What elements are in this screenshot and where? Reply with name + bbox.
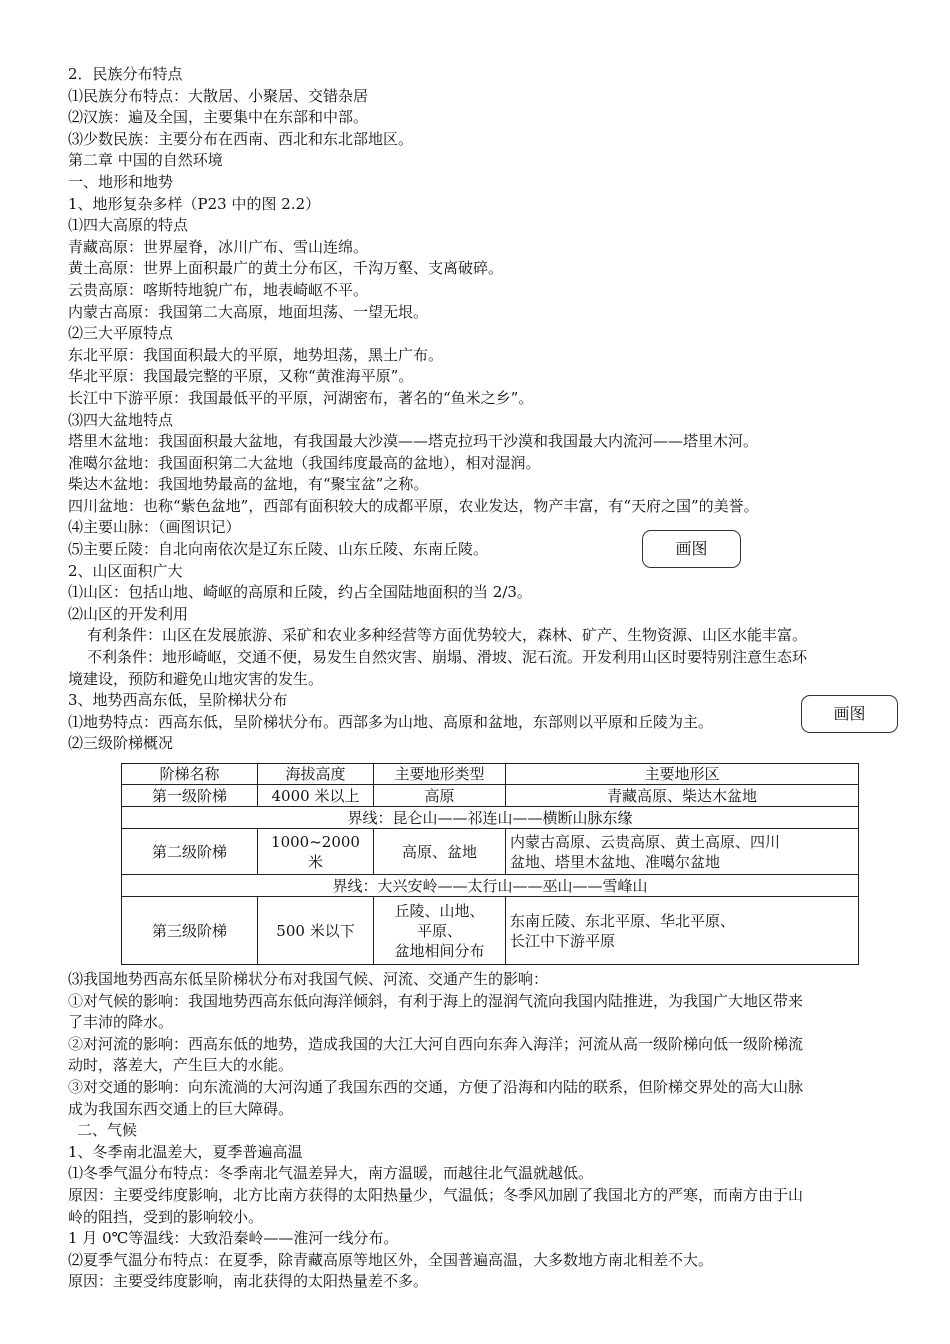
cell-line: 盆地相间分布 xyxy=(394,941,485,960)
text-line: ⑸主要丘陵：自北向南依次是辽东丘陵、山东丘陵、东南丘陵。 xyxy=(68,540,489,559)
table-cell: 1000~2000 米 xyxy=(258,829,374,875)
table-cell: 第二级阶梯 xyxy=(122,829,258,875)
cell-line: 长江中下游平原 xyxy=(510,931,616,950)
text-line: 长江中下游平原：我国最低平的平原，河湖密布，著名的“鱼米之乡”。 xyxy=(68,388,534,407)
table-cell: 高原 xyxy=(374,785,506,807)
cell-line: 东南丘陵、东北平原、华北平原、 xyxy=(510,911,736,930)
text-line: ⑴四大高原的特点 xyxy=(68,216,189,235)
section-heading: 一、地形和地势 xyxy=(68,172,174,191)
table-cell: 4000 米以上 xyxy=(258,785,374,807)
text-line: ⑴山区：包括山地、崎岖的高原和丘陵，约占全国陆地面积的当 2/3。 xyxy=(68,583,532,602)
draw-map-button[interactable]: 画图 xyxy=(642,530,741,568)
text-line: 1 月 0℃等温线：大致沿秦岭——淮河一线分布。 xyxy=(68,1229,399,1248)
table-cell: 高原、盆地 xyxy=(374,829,506,875)
text-line: 东北平原：我国面积最大的平原，地势坦荡，黑土广布。 xyxy=(68,345,444,364)
text-line: ⑶少数民族：主要分布在西南、西北和东北部地区。 xyxy=(68,129,414,148)
section-heading: 二、气候 xyxy=(77,1121,138,1140)
table-cell xyxy=(506,829,859,875)
table-header-cell: 阶梯名称 xyxy=(122,764,258,785)
cell-line: 丘陵、山地、 xyxy=(394,901,485,920)
text-line: ⑵汉族：遍及全国，主要集中在东部和中部。 xyxy=(68,108,369,127)
cell-line: 盆地、塔里木盆地、准噶尔盆地 xyxy=(510,852,721,871)
text-line: 动时，落差大，产生巨大的水能。 xyxy=(68,1056,294,1075)
text-line: ⑴冬季气温分布特点：冬季南北气温差异大，南方温暖，而越往北气温就越低。 xyxy=(68,1164,594,1183)
cell-line: 内蒙古高原、云贵高原、黄土高原、四川 xyxy=(510,832,781,851)
table-row xyxy=(122,785,859,807)
text-line: ③对交通的影响：向东流淌的大河沟通了我国东西的交通，方便了沿海和内陆的联系，但阶梯交界处的高大山脉 xyxy=(68,1077,804,1096)
table-cell: 第一级阶梯 xyxy=(122,785,258,807)
table-header-row xyxy=(122,764,859,785)
text-line: ⑶我国地势西高东低呈阶梯状分布对我国气候、河流、交通产生的影响： xyxy=(68,970,549,988)
table-cell: 第三级阶梯 xyxy=(122,897,258,965)
text-line: 1、地形复杂多样（P23 中的图 2.2） xyxy=(68,194,321,213)
table-cell: 青藏高原、柴达木盆地 xyxy=(506,785,859,807)
draw-map-button[interactable]: 画图 xyxy=(801,695,898,733)
text-line: ⑴民族分布特点：大散居、小聚居、交错杂居 xyxy=(68,86,369,105)
text-line: 了丰沛的降水。 xyxy=(68,1013,174,1032)
table-cell xyxy=(374,897,506,965)
table-cell: 界线：昆仑山——祁连山——横断山脉东缘 xyxy=(122,807,859,829)
table-row xyxy=(122,897,859,965)
text-line: 原因：主要受纬度影响，南北获得的太阳热量差不多。 xyxy=(68,1272,429,1291)
text-line: 不利条件：地形崎岖，交通不便，易发生自然灾害、崩塌、滑坡、泥石流。开发利用山区时要特别注意生态环 xyxy=(87,648,808,667)
text-line: 1、冬季南北温差大，夏季普遍高温 xyxy=(68,1142,303,1161)
text-line: 内蒙古高原：我国第二大高原，地面坦荡、一望无垠。 xyxy=(68,302,429,321)
text-line: 境建设，预防和避免山地灾害的发生。 xyxy=(68,669,324,688)
text-line: ⑵三大平原特点 xyxy=(68,324,174,343)
table-cell: 500 米以下 xyxy=(258,897,374,965)
text-line: 准噶尔盆地：我国面积第二大盆地（我国纬度最高的盆地），相对湿润。 xyxy=(68,453,541,472)
text-line: 3、地势西高东低，呈阶梯状分布 xyxy=(68,691,288,710)
text-line: 四川盆地：也称“紫色盆地”，西部有面积较大的成都平原，农业发达，物产丰富，有“天府之国”的美誉。 xyxy=(68,496,759,515)
table-header-cell: 主要地形类型 xyxy=(374,764,506,785)
text-line: 成为我国东西交通上的巨大障碍。 xyxy=(68,1099,294,1118)
text-line: 原因：主要受纬度影响，北方比南方获得的太阳热量少，气温低；冬季风加剧了我国北方的严寒，而南方由于山 xyxy=(68,1185,804,1204)
terrain-steps-table xyxy=(121,763,859,965)
text-line: ②对河流的影响：西高东低的地势，造成我国的大江大河自西向东奔入海洋；河流从高一级阶梯向低一级阶梯流 xyxy=(68,1034,804,1053)
document-body-continued xyxy=(68,969,886,1293)
text-line: ⑵三级阶梯概况 xyxy=(68,734,174,753)
table-cell: 界线：大兴安岭——太行山——巫山——雪峰山 xyxy=(122,875,859,897)
chapter-title: 第二章 中国的自然环境 xyxy=(68,151,223,170)
document-body xyxy=(68,64,886,755)
table-row xyxy=(122,829,859,875)
text-line: ⑵山区的开发利用 xyxy=(68,604,189,623)
text-line: 塔里木盆地：我国面积最大盆地，有我国最大沙漠——塔克拉玛干沙漠和我国最大内流河——塔里木河。 xyxy=(68,432,759,451)
cell-line: 平原、 xyxy=(416,921,462,940)
text-line: 云贵高原：喀斯特地貌广布，地表崎岖不平。 xyxy=(68,280,369,299)
text-line: ⑴地势特点：西高东低，呈阶梯状分布。西部多为山地、高原和盆地，东部则以平原和丘陵为主。 xyxy=(68,712,714,731)
text-line: 有利条件：山区在发展旅游、采矿和农业多种经营等方面优势较大，森林、矿产、生物资源、山区水能丰富。 xyxy=(87,626,808,645)
text-line: ⑷主要山脉：（画图识记） xyxy=(68,518,241,537)
text-line: 柴达木盆地：我国地势最高的盆地，有“聚宝盆”之称。 xyxy=(68,475,429,494)
table-cell xyxy=(506,897,859,965)
text-line: 华北平原：我国最完整的平原，又称“黄淮海平原”。 xyxy=(68,367,414,386)
text-line: 2．民族分布特点 xyxy=(68,65,183,83)
text-line: 青藏高原：世界屋脊，冰川广布、雪山连绵。 xyxy=(68,237,369,256)
text-line: ⑶四大盆地特点 xyxy=(68,410,174,429)
text-line: 黄土高原：世界上面积最广的黄土分布区，千沟万壑、支离破碎。 xyxy=(68,259,504,278)
text-line: 2、山区面积广大 xyxy=(68,561,183,580)
table-boundary-row xyxy=(122,807,859,829)
table-header-cell: 主要地形区 xyxy=(506,764,859,785)
table-header-cell: 海拔高度 xyxy=(258,764,374,785)
table-boundary-row xyxy=(122,875,859,897)
text-line: ⑵夏季气温分布特点：在夏季，除青藏高原等地区外，全国普遍高温，大多数地方南北相差不大。 xyxy=(68,1250,714,1269)
text-line: 岭的阻挡，受到的影响较小。 xyxy=(68,1207,264,1226)
text-line: ①对气候的影响：我国地势西高东低向海洋倾斜，有利于海上的湿润气流向我国内陆推进，为我国广大地区带来 xyxy=(68,991,804,1010)
